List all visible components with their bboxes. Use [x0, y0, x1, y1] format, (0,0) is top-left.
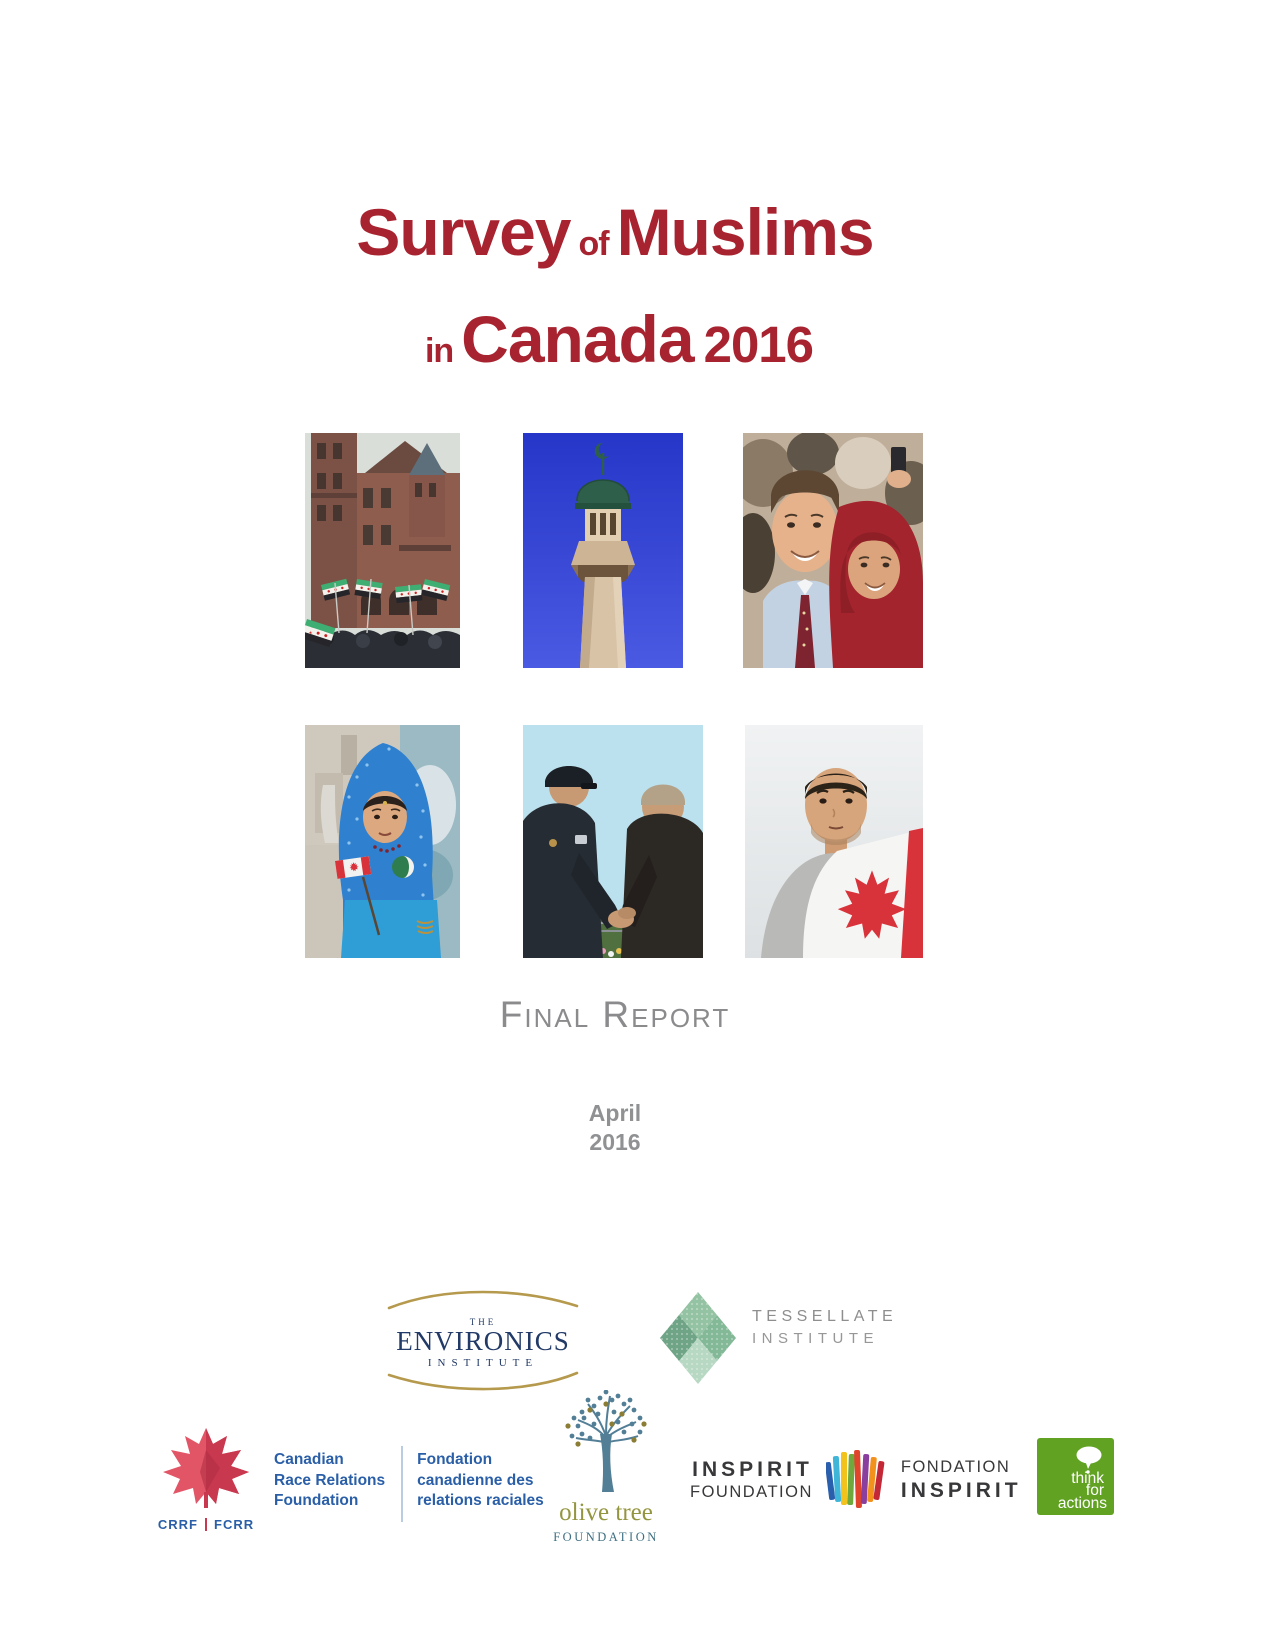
- environics-top-arc-icon: [383, 1284, 583, 1310]
- inspirit-books-icon: [826, 1448, 888, 1512]
- title-word-muslims: Muslims: [616, 195, 874, 269]
- photo-mosque-minaret: [523, 433, 683, 668]
- crrf-name-english: [274, 1450, 385, 1512]
- title-word-canada: Canada: [461, 302, 694, 376]
- city-hall-rally-illustration: [305, 433, 460, 668]
- title-word-in: in: [424, 332, 454, 370]
- inspirit-fr-line2: INSPIRIT: [900, 1479, 1022, 1502]
- environics-institute-logo: [383, 1284, 583, 1402]
- crrf-en-line2: Race Relations: [274, 1471, 386, 1489]
- tessellate-subtitle: INSTITUTE: [752, 1330, 879, 1347]
- title-word-of: of: [578, 225, 609, 263]
- photo-girl-traditional-dress: [305, 725, 460, 958]
- crrf-abbr-fr: FCRR: [214, 1517, 255, 1532]
- crrf-abbr-divider: [205, 1518, 207, 1531]
- inspirit-foundation-logo: [690, 1448, 1022, 1512]
- final-report-label: Final Report: [499, 994, 731, 1035]
- title-line-2: [0, 295, 1230, 402]
- crrf-fr-line2: canadienne des: [417, 1471, 534, 1489]
- olive-tree-name: olive tree: [559, 1499, 653, 1526]
- inspirit-name-french: [901, 1457, 1022, 1503]
- man-canada-flag-illustration: [745, 725, 923, 958]
- title-year: 2016: [703, 316, 814, 373]
- olive-tree-subtitle: FOUNDATION: [553, 1530, 659, 1544]
- inspirit-en-line2: FOUNDATION: [690, 1483, 813, 1501]
- photo-trudeau-selfie: [743, 433, 923, 668]
- mosque-minaret-illustration: [523, 433, 683, 668]
- report-date: [0, 1099, 1230, 1157]
- think-line1: think: [1071, 1470, 1104, 1487]
- olive-tree-foundation-logo: [550, 1390, 662, 1545]
- crrf-name-french: [417, 1450, 544, 1512]
- inspirit-en-line1: INSPIRIT: [692, 1458, 813, 1481]
- tessellate-name: TESSELLATE: [752, 1308, 898, 1325]
- olive-tree-icon: [560, 1390, 652, 1492]
- photo-city-hall-rally: [305, 433, 460, 668]
- title-line-1: [0, 188, 1230, 295]
- inspirit-fr-line1: FONDATION: [900, 1458, 1011, 1476]
- report-year: 2016: [589, 1129, 641, 1155]
- crrf-en-line3: Foundation: [274, 1492, 359, 1509]
- crrf-maple-leaf-icon: [158, 1428, 254, 1508]
- photo-police-handshake: [523, 725, 703, 958]
- environics-subtitle: INSTITUTE: [427, 1357, 539, 1369]
- inspirit-name-english: [690, 1457, 813, 1503]
- crrf-logo: [156, 1428, 544, 1532]
- environics-name: ENVIRONICS: [396, 1326, 570, 1356]
- photo-man-canada-flag: [745, 725, 923, 958]
- crrf-fr-line3: relations raciales: [417, 1492, 544, 1509]
- think-line3: actions: [1057, 1495, 1107, 1512]
- think-line2: for: [1085, 1482, 1104, 1499]
- trudeau-selfie-illustration: [743, 433, 923, 668]
- police-handshake-illustration: [523, 725, 703, 958]
- title-word-survey: Survey: [356, 195, 571, 269]
- think-for-actions-icon: [1037, 1438, 1114, 1515]
- crrf-en-line1: Canadian: [274, 1451, 344, 1468]
- report-month: April: [588, 1100, 642, 1126]
- crrf-language-divider: [401, 1446, 403, 1522]
- think-for-actions-logo: [1037, 1438, 1114, 1520]
- crrf-abbr-en: CRRF: [157, 1517, 198, 1532]
- crrf-fr-line1: Fondation: [417, 1451, 493, 1468]
- tessellate-diamond-icon: [660, 1292, 736, 1384]
- environics-the: THE: [469, 1317, 497, 1327]
- page-title: [0, 188, 1230, 402]
- tessellate-institute-logo: [660, 1292, 897, 1384]
- crrf-abbreviations: [156, 1517, 256, 1532]
- girl-traditional-dress-illustration: [305, 725, 460, 958]
